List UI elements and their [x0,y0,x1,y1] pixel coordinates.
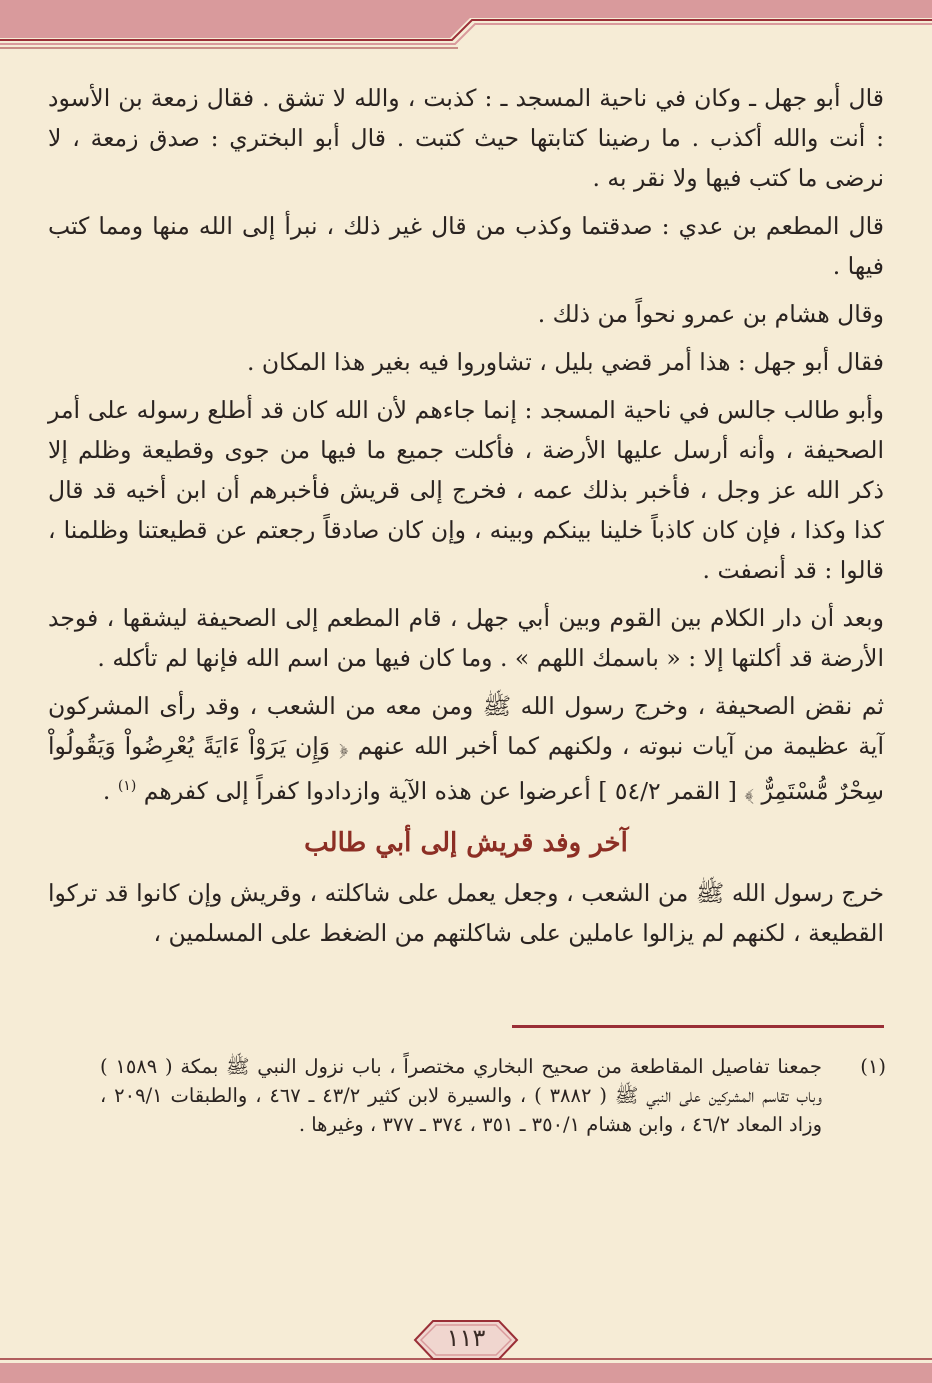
footnote-number: (١) [860,1055,886,1078]
paragraph-8: خرج رسول الله ﷺ من الشعب ، وجعل يعمل على شاكلته ، وقريش وإن كانوا قد تركوا القطيعة ، لكنهم لم يزالوا عاملين على شاكلتهم من الضغط على المسلمين ، [48,878,884,947]
paragraph-6: وبعد أن دار الكلام بين القوم وبين أبي جهل ، قام المطعم إلى الصحيفة ليشقها ، فوجد الأرضة قد أكلتها إلا : « باسمك اللهم » . وما كان فيها من اسم الله فإنها لم تأكله . [48,604,884,672]
paragraph-7 [48,686,884,811]
paragraph-5: وأبو طالب جالس في ناحية المسجد : إنما جاءهم لأن الله كان قد أطلع رسوله على أمر الصحيفة ، وأنه أرسل عليها الأرضة ، فأكلت جميع ما فيها من جوى وقطيعة وظلم إلا ذكر الله عز وجل ، فأخبر بذلك عمه ، فخرج إلى قريش فأخبرهم أن ابن أخيه قد قال كذا وكذا ، فإن كان كاذباً خلينا بينكم وبينه ، وإن كان صادقاً رجعتم عن قطيعتنا وظلمنا ، قالوا : قد أنصفت . [48,396,884,584]
footnotes [100,1052,884,1139]
paragraph-3: وقال هشام بن عمرو نحواً من ذلك . [537,300,884,328]
paragraph-7-continuation: أعرضوا عن هذه الآية وازدادوا كفراً إلى كفرهم [143,776,591,805]
top-frame-ornament [0,0,932,60]
quran-verse: ﴿ وَإِن يَرَوْاْ ءَايَةً يُعْرِضُواْ وَيَقُولُواْ سِحْرٌ مُّسْتَمِرٌّ ﴾ [48,732,884,805]
quran-citation: [ القمر ٥٤/٢ ] [598,776,737,805]
paragraph-4: فقال أبو جهل : هذا أمر قضي بليل ، تشاوروا فيه بغير هذا المكان . [246,348,884,376]
paragraph-7-text: ثم نقض الصحيفة ، وخرج رسول الله ﷺ ومن معه من الشعب ، وقد رأى المشركون آية عظيمة من آيات نبوته ، ولكنهم كما أخبر الله عنهم [48,692,884,760]
paragraph-2: قال المطعم بن عدي : صدقتما وكذب من قال غير ذلك ، نبرأ إلى الله منها ومما كتب فيها . [48,212,884,280]
section-heading: آخر وفد قريش إلى أبي طالب [304,827,628,858]
page-number: ١١٣ [446,1324,486,1352]
footnote-reference[interactable]: (١) [117,778,137,794]
page-body [48,78,884,961]
paragraph-7-end: . [102,776,111,805]
footnote-text: جمعنا تفاصيل المقاطعة من صحيح البخاري مختصراً ، باب نزول النبي ﷺ بمكة ( ١٥٨٩ ) وباب تقاسم المشركين على النبي ﷺ ( ٣٨٨٢ ) ، والسيرة لابن كثير ٤٣/٢ ـ ٤٦٧ ، والطبقات ٢٠٩/١ ، وزاد المعاد ٤٦/٢ ، وابن هشام ٣٥٠/١ ـ ٣٥١ ، ٣٧٤ ـ ٣٧٧ ، وغيرها . [100,1055,823,1136]
page-number-badge [411,1318,521,1362]
paragraph-1: قال أبو جهل ـ وكان في ناحية المسجد ـ : كذبت ، والله لا تشق . فقال زمعة بن الأسود : أنت والله أكذب . ما رضينا كتابتها حيث كتبت . قال أبو البختري : صدق زمعة ، لا نرضى ما كتب فيها ولا نقر به . [48,84,884,192]
footnote-divider [512,1025,884,1028]
